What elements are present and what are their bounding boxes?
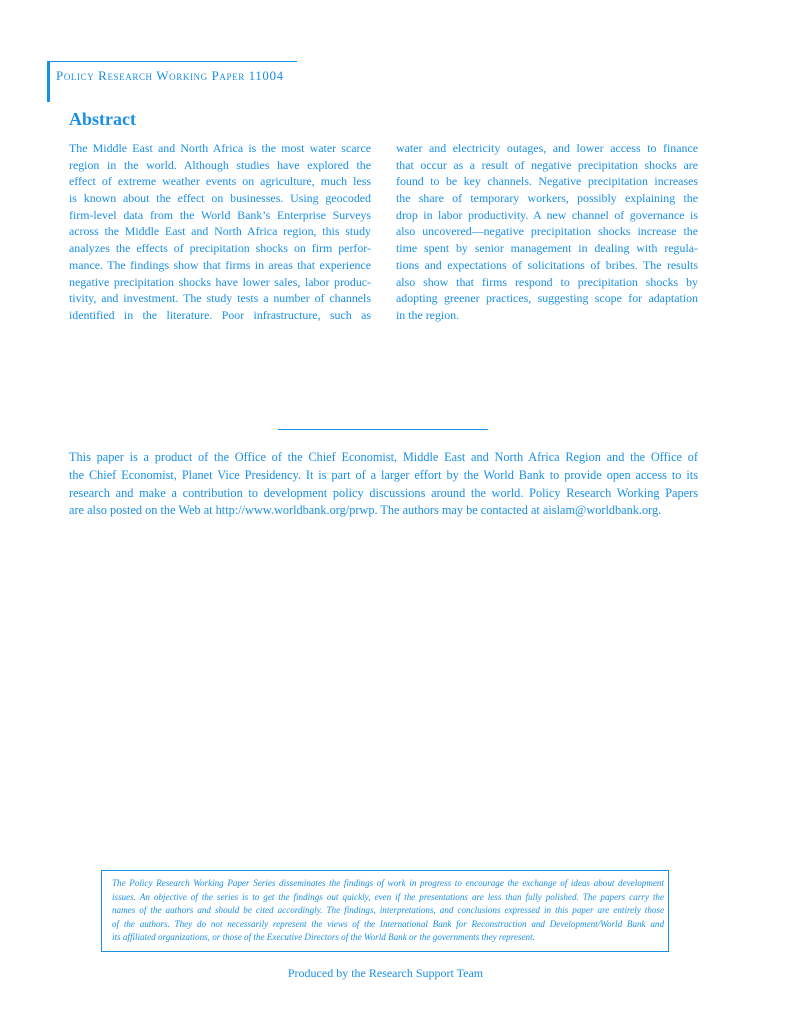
abstract-left-column: [69, 140, 371, 324]
abstract-line: effect of extreme weather events on agriculture, much less: [69, 174, 371, 189]
abstract-line: tions and expectations of solicitations of bribes. The results: [396, 257, 698, 272]
abstract-line: tivity, and investment. The study tests a number of channels: [69, 291, 371, 306]
abstract-line: region in the world. Although studies have explored the: [69, 157, 371, 172]
abstract-heading: Abstract: [69, 109, 136, 129]
header-accent-bar: [47, 61, 50, 102]
disclaimer-text: [112, 877, 664, 945]
abstract-line: found to be key channels. Negative precipitation increases: [396, 174, 698, 189]
abstract-line: the share of temporary workers, possibly explaining the: [396, 191, 698, 206]
product-note-line: This paper is a product of the Office of the Chief Economist, Middle East and North Africa Region and the Office of: [69, 450, 698, 464]
header-rule: [47, 61, 297, 62]
series-title: Policy Research Working Paper 11004: [56, 68, 284, 83]
disclaimer-line: The Policy Research Working Paper Series disseminates the findings of work in progress to encourage the exchange of ideas about development: [112, 878, 664, 888]
abstract-line: water and electricity outages, and lower access to finance: [396, 141, 698, 155]
abstract-line: in the region.: [396, 307, 460, 322]
abstract-right-column: [396, 140, 698, 324]
abstract-line: negative precipitation shocks have lower sales, labor produc-: [69, 274, 371, 289]
disclaimer-line: of the authors. They do not necessarily represent the views of the International Bank for Reconstruction and Development/World Bank and: [112, 918, 664, 929]
abstract-line: that occur as a result of negative precipitation shocks are: [396, 157, 698, 172]
product-note: [69, 449, 698, 520]
abstract-line: also uncovered—negative precipitation shocks increase the: [396, 224, 698, 239]
product-note-line: the Chief Economist, Planet Vice Presidency. It is part of a larger effort by the World Bank to provide open access to its: [69, 467, 698, 482]
disclaimer-line: issues. An objective of the series is to get the findings out quickly, even if the presentations are less than fully polished. The papers carry the: [112, 891, 664, 902]
abstract-line: The Middle East and North Africa is the most water scarce: [69, 141, 371, 155]
abstract-line: analyzes the effects of precipitation shocks on firm perfor-: [69, 241, 371, 256]
abstract-line: also show that firms respond to precipitation shocks by: [396, 274, 698, 289]
footer-credit: Produced by the Research Support Team: [287, 966, 484, 980]
disclaimer-line: its affiliated organizations, or those of the Executive Directors of the World Bank or the governments they represent.: [112, 932, 535, 943]
abstract-line: across the Middle East and North Africa region, this study: [69, 224, 371, 239]
disclaimer-line: names of the authors and should be cited accordingly. The findings, interpretations, and conclusions expressed in this paper are entirely those: [112, 905, 664, 916]
abstract-line: is known about the effect on businesses. Using geocoded: [69, 191, 371, 206]
abstract-line: drop in labor productivity. A new channel of governance is: [396, 207, 698, 222]
disclaimer-box: [101, 870, 669, 952]
abstract-line: firm-level data from the World Bank’s Enterprise Surveys: [69, 207, 371, 222]
product-note-line: are also posted on the Web at http://www.worldbank.org/prwp. The authors may be contacted at aislam@worldbank.org.: [69, 503, 662, 518]
abstract-line: mance. The findings show that firms in areas that experience: [69, 257, 371, 272]
abstract-line: adopting greener practices, suggesting scope for adaptation: [396, 291, 698, 306]
section-divider: [278, 429, 488, 430]
abstract-line: identified in the literature. Poor infrastructure, such as: [69, 307, 371, 322]
product-note-line: research and make a contribution to development policy discussions around the world. Policy Research Working Papers: [69, 485, 698, 500]
abstract-line: time spent by senior management in dealing with regula-: [396, 241, 698, 256]
